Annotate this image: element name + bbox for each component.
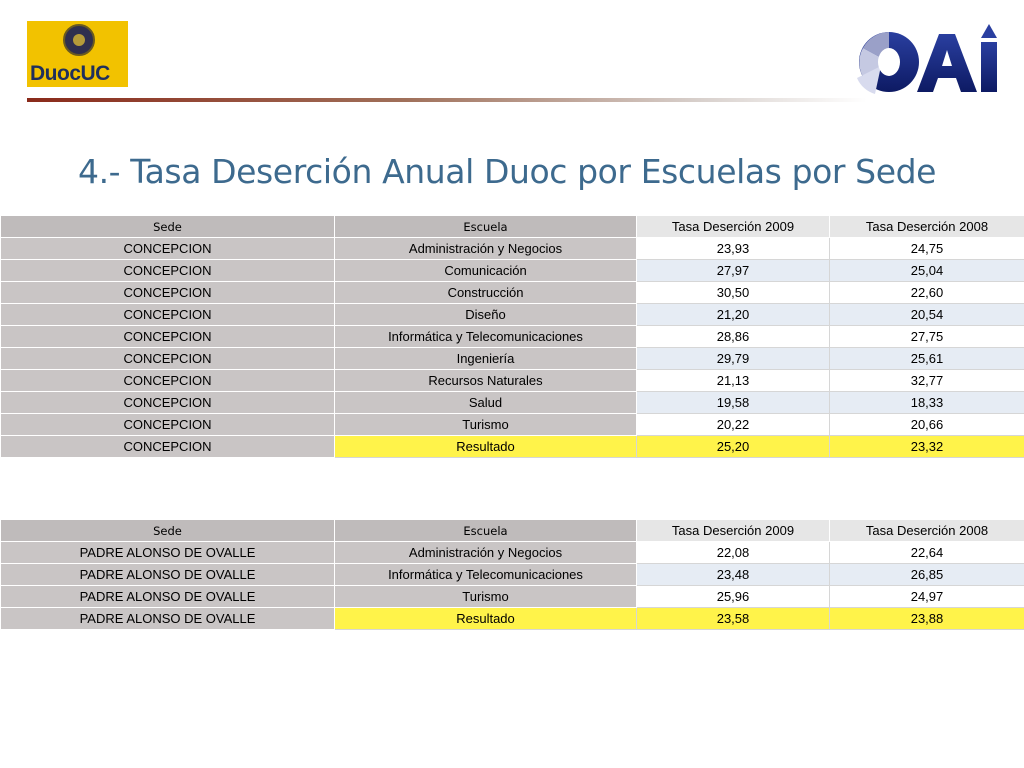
duocuc-logo — [27, 21, 128, 87]
cell-sede: CONCEPCION — [1, 260, 335, 282]
header-tasa-2009: Tasa Deserción 2009 — [637, 216, 830, 238]
table-row — [1, 542, 1024, 564]
table-row — [1, 238, 1024, 260]
header-tasa-2008: Tasa Deserción 2008 — [830, 216, 1024, 238]
cell-escuela: Diseño — [335, 304, 637, 326]
table-header-row — [1, 216, 1024, 238]
duocuc-logo-text — [30, 62, 110, 86]
cell-escuela: Recursos Naturales — [335, 370, 637, 392]
cell-escuela: Salud — [335, 392, 637, 414]
cell-tasa-2008: 20,54 — [830, 304, 1024, 326]
cell-tasa-2008: 25,61 — [830, 348, 1024, 370]
cell-tasa-2009: 28,86 — [637, 326, 830, 348]
cell-tasa-2009: 23,48 — [637, 564, 830, 586]
cell-escuela: Informática y Telecomunicaciones — [335, 326, 637, 348]
cell-tasa-2009: 30,50 — [637, 282, 830, 304]
concepcion-table — [0, 215, 1024, 458]
cell-resultado-2009: 23,58 — [637, 608, 830, 630]
cell-tasa-2008: 32,77 — [830, 370, 1024, 392]
table-row — [1, 282, 1024, 304]
cell-sede: CONCEPCION — [1, 238, 335, 260]
table-row — [1, 564, 1024, 586]
cell-sede: CONCEPCION — [1, 414, 335, 436]
header-escuela: Escuela — [335, 520, 637, 542]
header-tasa-2008: Tasa Deserción 2008 — [830, 520, 1024, 542]
padre-alonso-de-ovalle-table — [0, 519, 1024, 630]
cell-tasa-2008: 22,64 — [830, 542, 1024, 564]
cell-tasa-2008: 18,33 — [830, 392, 1024, 414]
cell-tasa-2009: 21,13 — [637, 370, 830, 392]
cell-escuela-resultado: Resultado — [335, 608, 637, 630]
cell-tasa-2009: 19,58 — [637, 392, 830, 414]
cell-sede: CONCEPCION — [1, 392, 335, 414]
table-row — [1, 586, 1024, 608]
cell-escuela: Ingeniería — [335, 348, 637, 370]
table-row — [1, 370, 1024, 392]
cell-sede: CONCEPCION — [1, 348, 335, 370]
cell-escuela: Administración y Negocios — [335, 542, 637, 564]
cell-escuela: Informática y Telecomunicaciones — [335, 564, 637, 586]
table-row — [1, 304, 1024, 326]
header-sede: Sede — [1, 520, 335, 542]
cell-sede: PADRE ALONSO DE OVALLE — [1, 586, 335, 608]
cell-resultado-2008: 23,32 — [830, 436, 1024, 458]
page-title: 4.- Tasa Deserción Anual Duoc por Escuelas por Sede — [78, 152, 937, 191]
cell-tasa-2008: 27,75 — [830, 326, 1024, 348]
cell-sede: CONCEPCION — [1, 282, 335, 304]
cell-sede: CONCEPCION — [1, 326, 335, 348]
cell-tasa-2009: 22,08 — [637, 542, 830, 564]
cell-tasa-2008: 24,75 — [830, 238, 1024, 260]
table-row — [1, 326, 1024, 348]
cell-sede: CONCEPCION — [1, 436, 335, 458]
cell-tasa-2009: 29,79 — [637, 348, 830, 370]
table-row — [1, 348, 1024, 370]
table-row — [1, 414, 1024, 436]
cell-sede: PADRE ALONSO DE OVALLE — [1, 608, 335, 630]
cell-escuela: Construcción — [335, 282, 637, 304]
table-row — [1, 260, 1024, 282]
table-row — [1, 392, 1024, 414]
result-row — [1, 436, 1024, 458]
header-escuela: Escuela — [335, 216, 637, 238]
header-sede: Sede — [1, 216, 335, 238]
cell-sede: PADRE ALONSO DE OVALLE — [1, 564, 335, 586]
cell-escuela: Turismo — [335, 586, 637, 608]
cell-escuela-resultado: Resultado — [335, 436, 637, 458]
cell-sede: CONCEPCION — [1, 304, 335, 326]
cell-resultado-2009: 25,20 — [637, 436, 830, 458]
header-tasa-2009: Tasa Deserción 2009 — [637, 520, 830, 542]
cell-tasa-2008: 26,85 — [830, 564, 1024, 586]
cell-tasa-2009: 20,22 — [637, 414, 830, 436]
cell-tasa-2009: 25,96 — [637, 586, 830, 608]
table-header-row — [1, 520, 1024, 542]
cell-escuela: Administración y Negocios — [335, 238, 637, 260]
cell-resultado-2008: 23,88 — [830, 608, 1024, 630]
oai-logo — [855, 22, 1005, 96]
result-row — [1, 608, 1024, 630]
cell-tasa-2008: 24,97 — [830, 586, 1024, 608]
duocuc-logo-prefix: Duoc — [30, 62, 81, 85]
cell-escuela: Comunicación — [335, 260, 637, 282]
cell-tasa-2008: 25,04 — [830, 260, 1024, 282]
cell-sede: PADRE ALONSO DE OVALLE — [1, 542, 335, 564]
cell-tasa-2008: 22,60 — [830, 282, 1024, 304]
header-divider — [27, 98, 867, 102]
cell-tasa-2008: 20,66 — [830, 414, 1024, 436]
cell-tasa-2009: 23,93 — [637, 238, 830, 260]
duocuc-logo-suffix: UC — [80, 62, 110, 85]
cell-sede: CONCEPCION — [1, 370, 335, 392]
cell-tasa-2009: 27,97 — [637, 260, 830, 282]
oai-logo-graphic — [855, 22, 1005, 96]
duocuc-crest-icon — [63, 24, 95, 56]
cell-tasa-2009: 21,20 — [637, 304, 830, 326]
oai-logo-text — [855, 96, 856, 97]
cell-escuela: Turismo — [335, 414, 637, 436]
